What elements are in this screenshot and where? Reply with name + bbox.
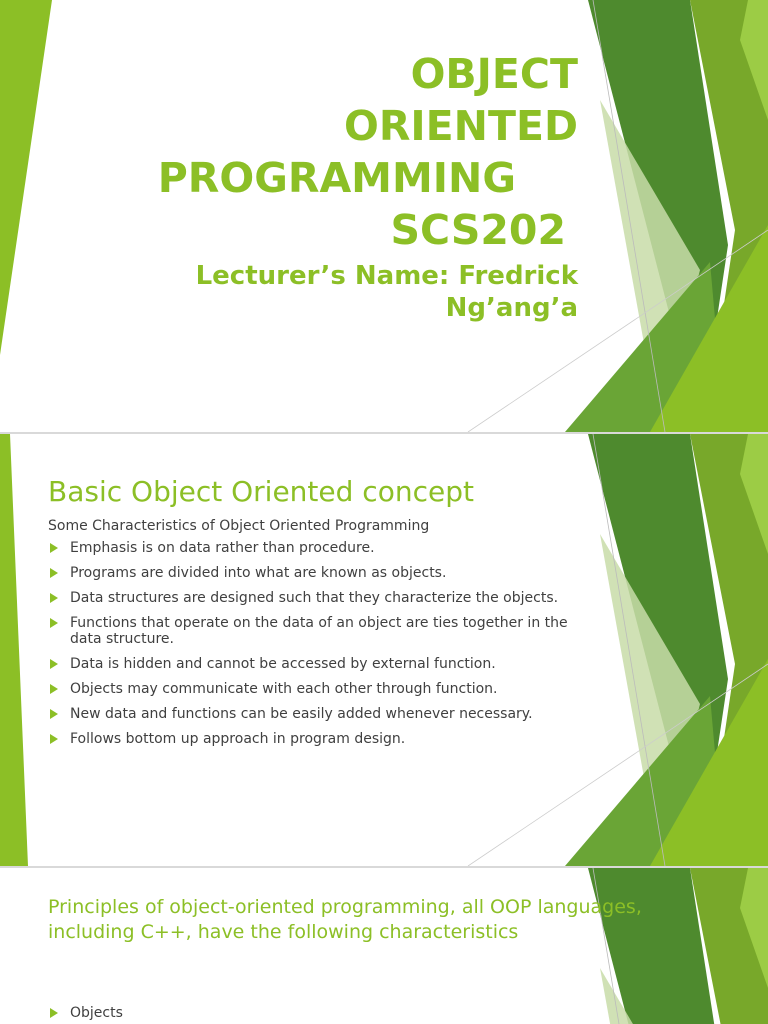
subtitle-line: Ng’ang’a	[445, 293, 578, 323]
bullet-arrow-icon	[50, 734, 58, 744]
title-line: ORIENTED	[343, 102, 578, 150]
lecturer-name	[58, 260, 578, 324]
bullet-arrow-icon	[50, 709, 58, 719]
bullet-list	[48, 1005, 123, 1021]
list-item-text: Follows bottom up approach in program design.	[70, 731, 406, 747]
left-edge-stripe	[0, 434, 28, 866]
bullet-arrow-icon	[50, 618, 58, 628]
list-item-text: Data structures are designed such that they characterize the objects.	[70, 590, 559, 606]
slide-heading: Basic Object Oriented concept	[48, 475, 474, 508]
slide-concepts	[0, 434, 768, 866]
bullet-arrow-icon	[50, 568, 58, 578]
list-item-text: Objects may communicate with each other through function.	[70, 681, 498, 697]
list-item	[48, 1005, 123, 1021]
bullet-arrow-icon	[50, 543, 58, 553]
list-item-text: Emphasis is on data rather than procedure.	[70, 540, 375, 556]
subtitle-line: Lecturer’s Name: Fredrick	[195, 261, 578, 291]
slide-intro: Some Characteristics of Object Oriented Programming	[48, 518, 430, 534]
slide-title	[0, 0, 768, 432]
bullet-arrow-icon	[50, 659, 58, 669]
bullet-list	[48, 540, 593, 756]
slide-principles	[0, 868, 768, 1024]
list-item	[48, 615, 593, 647]
list-item	[48, 565, 593, 581]
slide-decoration	[0, 868, 768, 1024]
list-item	[48, 681, 593, 697]
list-item	[48, 656, 593, 672]
title-line: OBJECT	[410, 50, 578, 98]
list-item	[48, 706, 593, 722]
list-item-text: Objects	[70, 1005, 123, 1021]
slide-heading: Principles of object-oriented programming, all OOP languages, including C++, have the following characteristics	[48, 896, 642, 943]
list-item	[48, 590, 593, 606]
bullet-arrow-icon	[50, 1008, 58, 1018]
bullet-arrow-icon	[50, 684, 58, 694]
bullet-arrow-icon	[50, 593, 58, 603]
list-item-text: New data and functions can be easily added whenever necessary.	[70, 706, 533, 722]
list-item-text: Functions that operate on the data of an object are ties together in the data structure.	[70, 615, 568, 647]
presentation-title	[18, 48, 578, 256]
title-line: SCS202	[390, 206, 566, 254]
list-item	[48, 731, 593, 747]
list-item-text: Data is hidden and cannot be accessed by external function.	[70, 656, 496, 672]
list-item	[48, 540, 593, 556]
list-item-text: Programs are divided into what are known as objects.	[70, 565, 447, 581]
title-line: PROGRAMMING	[157, 154, 516, 202]
